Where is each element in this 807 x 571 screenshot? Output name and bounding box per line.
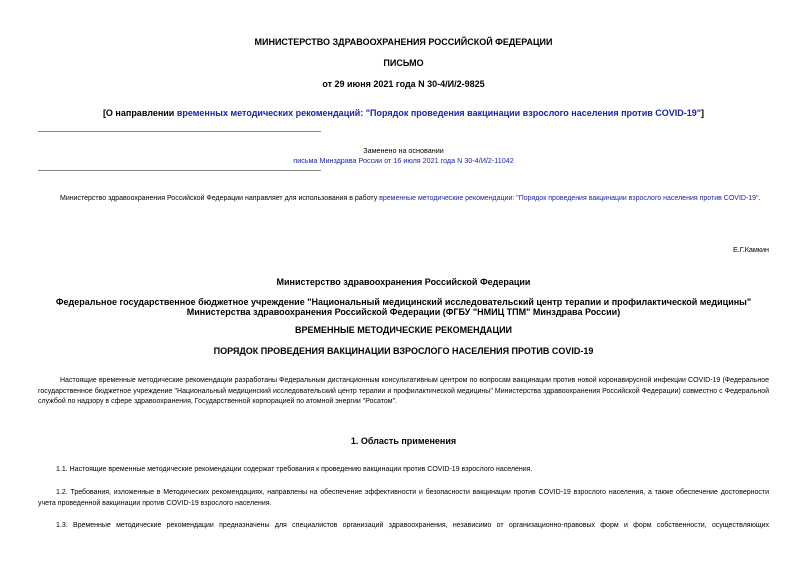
document-date-number: от 29 июня 2021 года N 30-4/И/2-9825 [322, 79, 485, 89]
annex-preface [38, 376, 769, 408]
replacement-link[interactable]: письма Минздрава России от 16 июля 2021 года N 30-4/И/2-11042 [293, 156, 514, 165]
intro-link[interactable]: временные методические рекомендации: "Порядок проведения вакцинации взрослого населения против COVID-19" [379, 195, 759, 202]
replacement-note: Заменено на основании [363, 146, 444, 155]
annex-institution-line1: Федеральное государственное бюджетное учреждение "Национальный медицинский исследовательский центр терапии и профилактической медицины" [55, 297, 752, 307]
section-paragraph-2 [38, 488, 769, 509]
title-open: [О направлении [102, 108, 177, 118]
document-title [0, 108, 807, 118]
section-paragraph-3 [38, 521, 769, 532]
section-paragraph-2-text: 1.2. Требования, изложенные в Методических рекомендациях, направлены на обеспечение эффективности и безопасности вакцинации против COVID-19 взрослого населения, а также обеспечение достоверности учета проведенной вакцинации против COVID-19 взрослого населения. [38, 489, 769, 507]
annex-preface-text: Настоящие временные методические рекомендации разработаны Федеральным дистанционным консультативным центром по вопросам вакцинации против новой коронавирусной инфекции COVID-19 (Федеральное государственное бюджетное учреждение "Национальный медицинский исследовательский центр терапии и профилактической медицины" Министерства здравоохранения Российской Федерации) совместно с Федеральной службой по надзору в сфере здравоохранения, Государственной корпорацией по атомной энергии "Росатом". [38, 377, 769, 405]
section-title: 1. Область применения [350, 436, 457, 446]
document-type: ПИСЬМО [383, 58, 424, 68]
intro-end: . [758, 195, 761, 202]
intro-paragraph [38, 194, 769, 205]
annex-heading-procedure: ПОРЯДОК ПРОВЕДЕНИЯ ВАКЦИНАЦИИ ВЗРОСЛОГО НАСЕЛЕНИЯ ПРОТИВ COVID-19 [213, 346, 594, 356]
signature: Е.Г.Камкин [732, 245, 769, 254]
divider-bottom [38, 170, 321, 171]
section-paragraph-1-text: 1.1. Настоящие временные методические рекомендации содержат требования к проведению вакцинации против COVID-19 взрослого населения. [56, 466, 533, 473]
section-paragraph-1 [38, 465, 769, 476]
title-close: ] [701, 108, 705, 118]
ministry-heading: МИНИСТЕРСТВО ЗДРАВООХРАНЕНИЯ РОССИЙСКОЙ ФЕДЕРАЦИИ [254, 37, 553, 47]
annex-heading-recommendations: ВРЕМЕННЫЕ МЕТОДИЧЕСКИЕ РЕКОМЕНДАЦИИ [294, 325, 513, 335]
title-link[interactable]: временных методических рекомендаций: "Порядок проведения вакцинации взрослого населения против COVID-19" [176, 108, 702, 118]
annex-institution-line2: Министерства здравоохранения Российской Федерации (ФГБУ "НМИЦ ТПМ" Минздрава России) [186, 307, 621, 317]
section-paragraph-3-text: 1.3. Временные методические рекомендации предназначены для специалистов организаций здравоохранения, независимо от организационно-правовых форм и форм собственности, осуществляющих [56, 522, 769, 529]
annex-ministry: Министерство здравоохранения Российской Федерации [276, 277, 531, 287]
intro-text: Министерство здравоохранения Российской Федерации направляет для использования в работу [60, 195, 380, 202]
divider-top [38, 131, 321, 132]
